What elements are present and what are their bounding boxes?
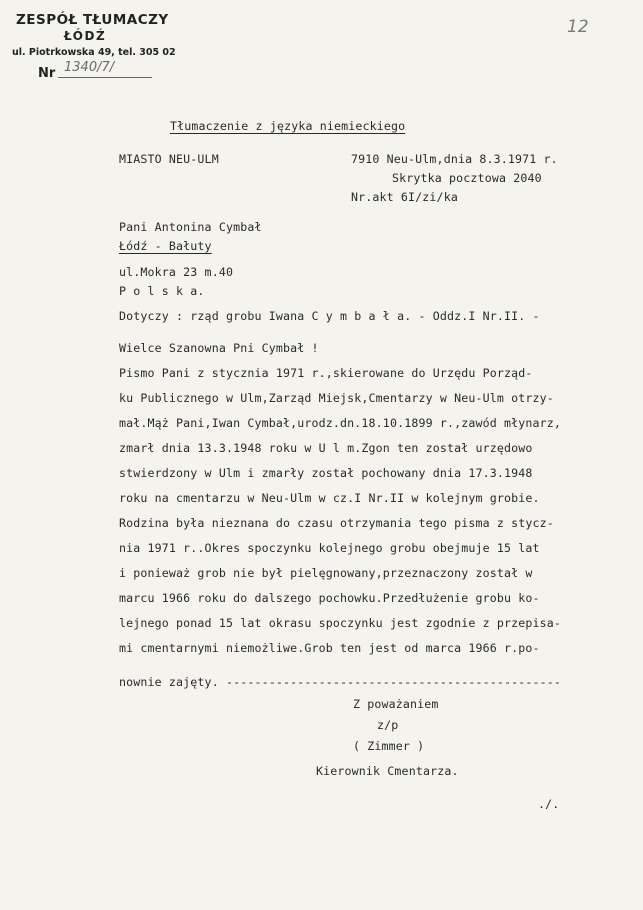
body-line: ku Publicznego w Ulm,Zarząd Miejsk,Cmentarzy w Neu-Ulm otrzy- <box>119 391 554 405</box>
body-line: Pismo Pani z stycznia 1971 r.,skierowane do Urzędu Porząd- <box>119 366 533 380</box>
closing-regards: Z poważaniem <box>353 697 439 711</box>
closing-title: Kierownik Cmentarza. <box>316 764 459 778</box>
body-line: lejnego ponad 15 lat okrasu spoczynku jest zgodnie z przepisa- <box>119 616 562 630</box>
body-line: marcu 1966 roku do dalszego pochowku.Przedłużenie grobu ko- <box>119 591 540 605</box>
translator-stamp-address: ul. Piotrkowska 49, tel. 305 02 <box>12 47 176 58</box>
translation-heading: Tłumaczenie z języka niemieckiego <box>170 119 406 133</box>
addressee-city: Łódź - Bałuty <box>119 239 212 253</box>
body-line: Rodzina była nieznana do czasu otrzymania tego pisma z stycz- <box>119 516 554 530</box>
body-line: stwierdzony w Ulm i zmarły został pochowany dnia 17.3.1948 <box>119 466 533 480</box>
sender-name: MIASTO NEU-ULM <box>119 152 219 166</box>
file-number: Nr.akt 6I/zi/ka <box>351 190 458 204</box>
body-line: mi cmentarnymi niemożliwe.Grob ten jest od marca 1966 r.po- <box>119 641 540 655</box>
body-line: nownie zajęty. ----------------------------------------------- <box>119 675 562 689</box>
end-mark: ./. <box>538 797 560 811</box>
body-line: roku na cmentarzu w Neu-Ulm w cz.I Nr.II w kolejnym grobie. <box>119 491 540 505</box>
translator-stamp-title: ZESPÓŁ TŁUMACZY <box>16 12 169 28</box>
subject-line: Dotyczy : rząd grobu Iwana C y m b a ł a. - Oddz.I Nr.II. - <box>119 309 540 323</box>
po-box: Skrytka pocztowa 2040 <box>392 171 542 185</box>
translator-stamp-city: ŁÓDŹ <box>64 29 107 43</box>
body-line: mał.Mąż Pani,Iwan Cymbał,urodz.dn.18.10.1899 r.,zawód młynarz, <box>119 416 562 430</box>
stamp-number-label: Nr <box>38 66 56 81</box>
place-date: 7910 Neu-Ulm,dnia 8.3.1971 r. <box>351 152 558 166</box>
closing-signer: ( Zimmer ) <box>353 739 425 753</box>
handwritten-page-number: 12 <box>567 17 589 37</box>
body-line: i ponieważ grob nie był pielęgnowany,przeznaczony został w <box>119 566 533 580</box>
addressee-name: Pani Antonina Cymbał <box>119 220 262 234</box>
body-line: zmarł dnia 13.3.1948 roku w U l m.Zgon ten został urzędowo <box>119 441 533 455</box>
body-line: nia 1971 r..Okres spoczynku kolejnego grobu obejmuje 15 lat <box>119 541 540 555</box>
salutation: Wielce Szanowna Pni Cymbał ! <box>119 341 319 355</box>
handwritten-reference-number: 1340/7/ <box>64 60 115 75</box>
closing-zp: z/p <box>377 718 399 732</box>
addressee-country: P o l s k a. <box>119 284 205 298</box>
addressee-street: ul.Mokra 23 m.40 <box>119 265 234 279</box>
reference-number-underline <box>58 77 152 78</box>
